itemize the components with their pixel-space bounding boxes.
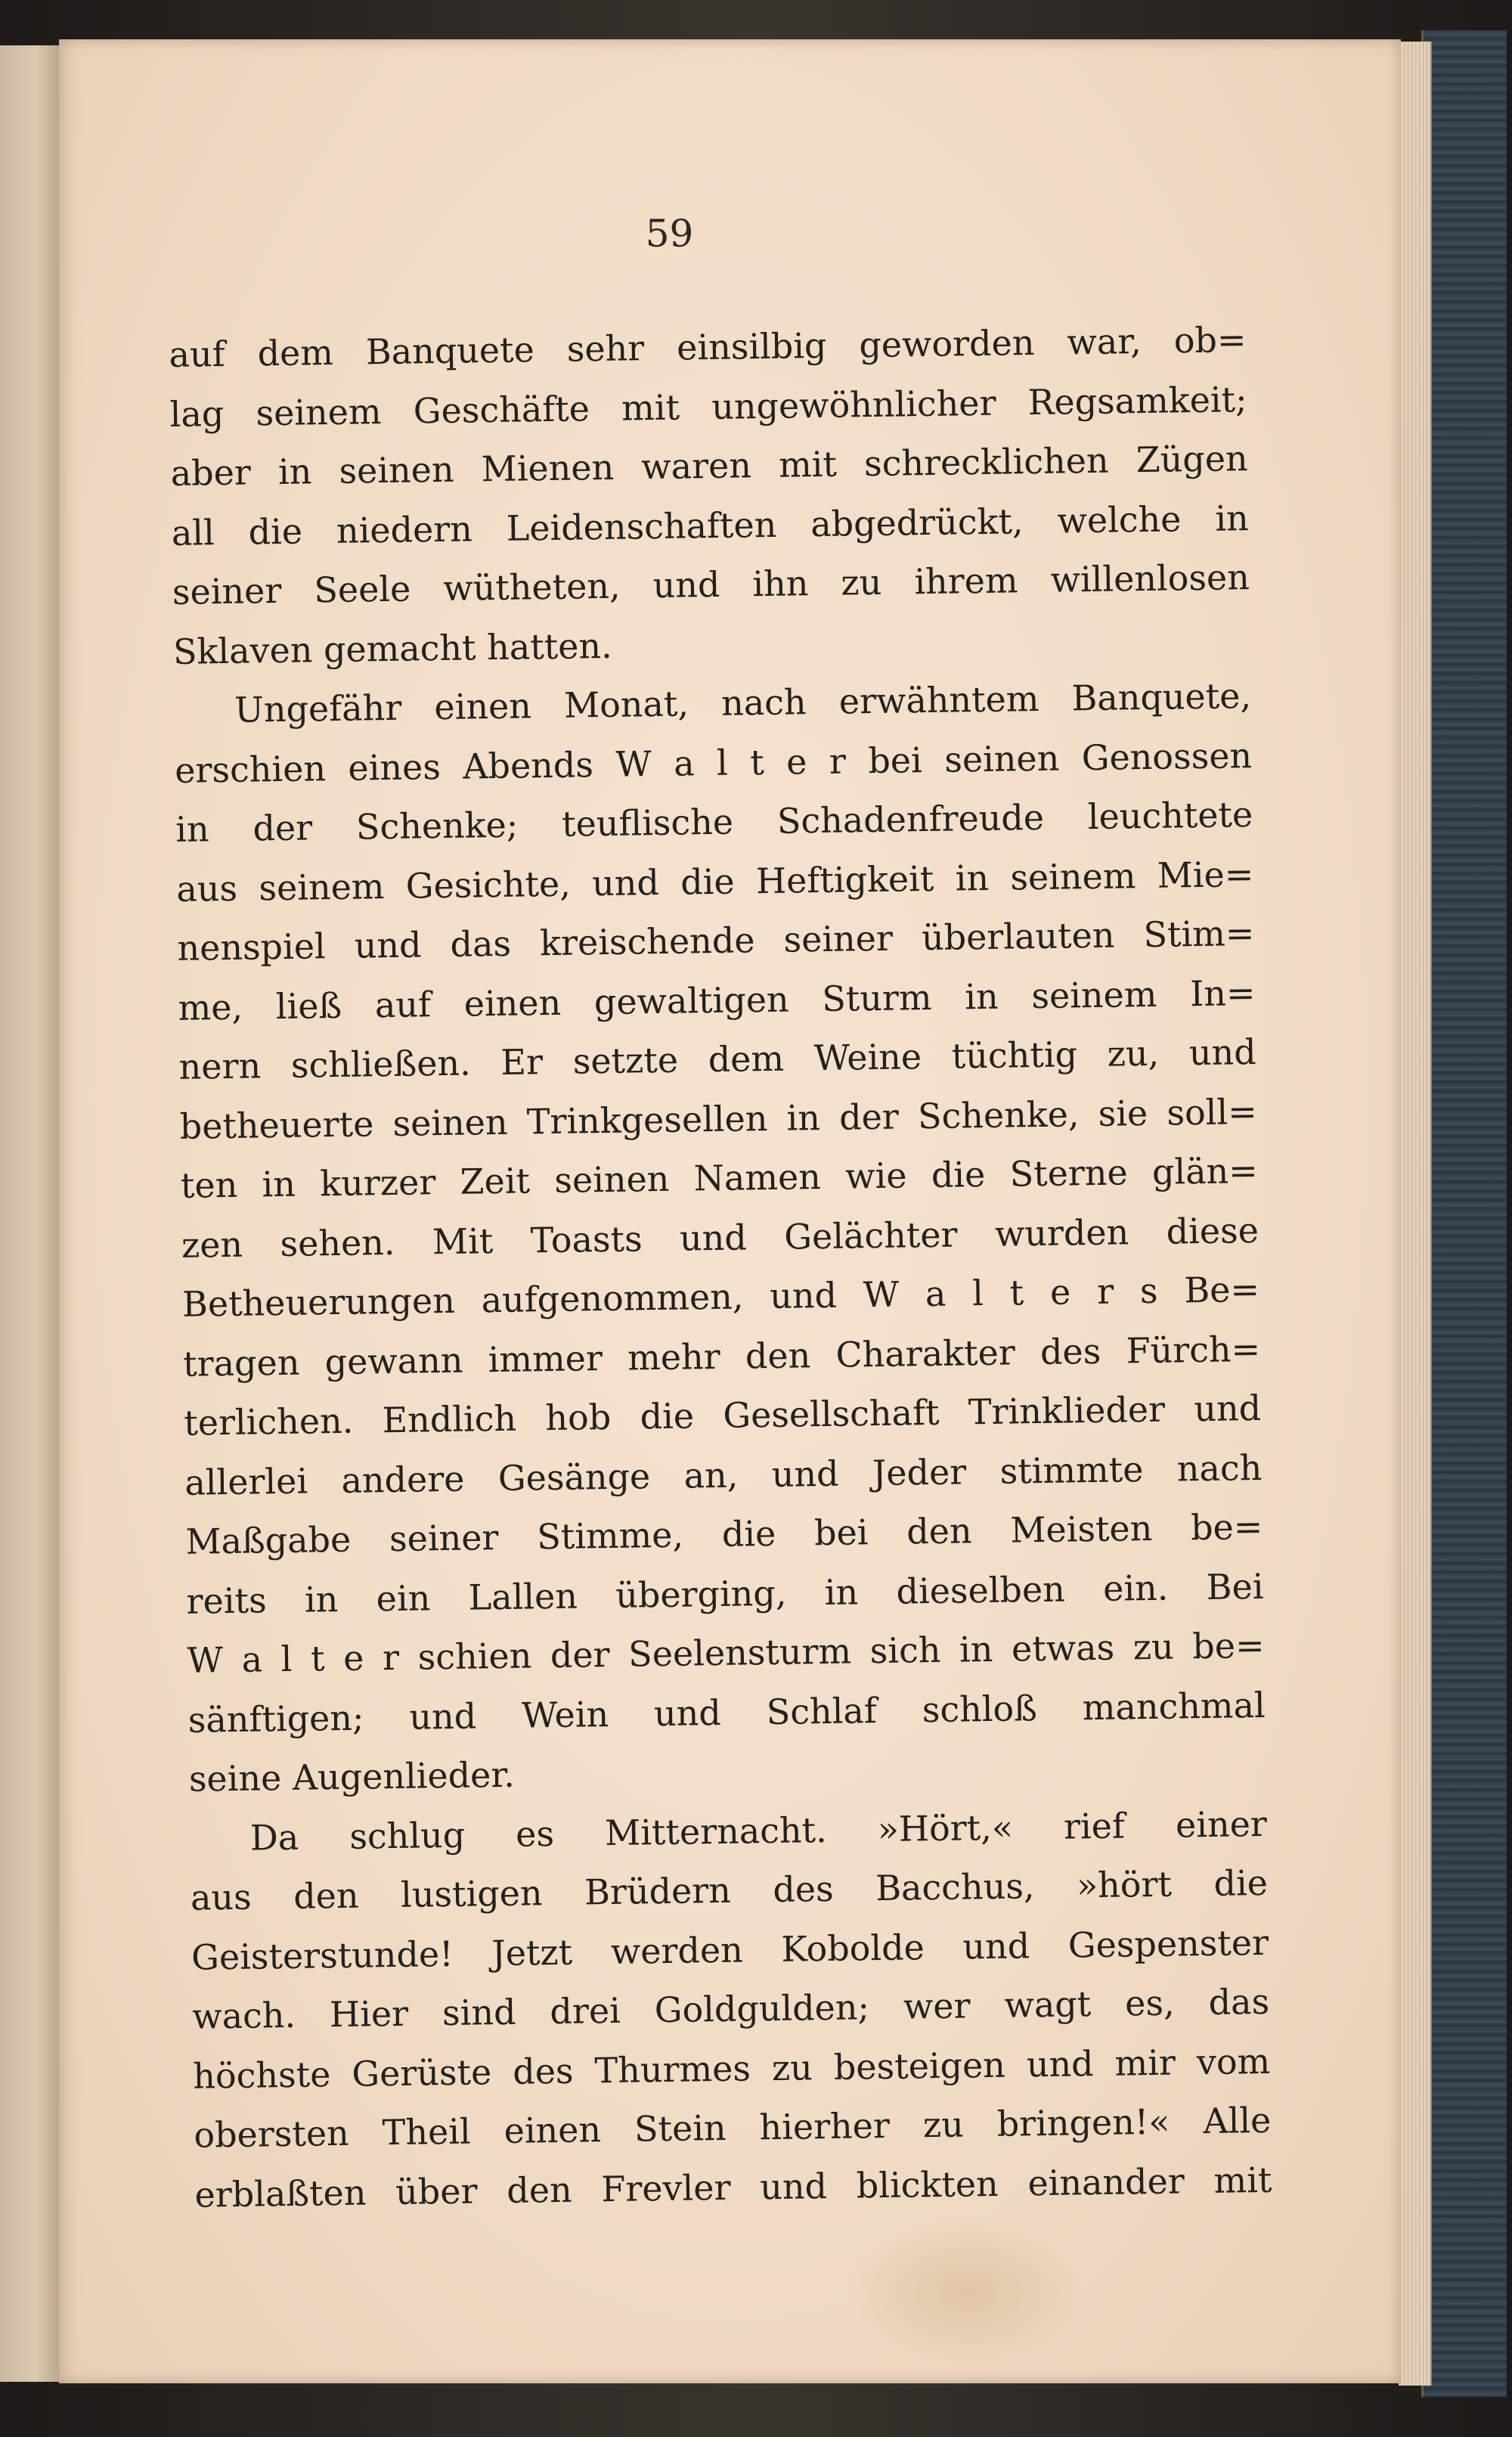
page-stack-edge <box>1399 42 1432 2386</box>
text-line: erschien eines Abends W a l t e r bei seinen Genossen <box>174 734 1253 791</box>
text-line: betheuerte seinen Trinkgesellen in der Schenke, sie soll= <box>179 1090 1258 1147</box>
text-line: obersten Theil einen Stein hierher zu bringen!« Alle <box>194 2099 1272 2156</box>
text-line: allerlei andere Gesänge an, und Jeder stimmte nach <box>184 1446 1263 1503</box>
text-line: auf dem Banquete sehr einsilbig geworden war, ob= <box>169 319 1247 375</box>
text-line: aber in seinen Mienen waren mit schrecklichen Zügen <box>170 438 1248 494</box>
paper-stain <box>845 2217 1087 2368</box>
text-line: wach. Hier sind drei Goldgulden; wer wagt es, das <box>191 1980 1270 2037</box>
paragraph-start-line: Ungefähr einen Monat, nach erwähntem Banquete, <box>234 675 1252 730</box>
text-line: Maßgabe seiner Stimme, die bei den Meisten be= <box>185 1505 1263 1562</box>
text-line: W a l t e r schien der Seelensturm sich in etwas zu be= <box>187 1624 1265 1681</box>
text-line: seiner Seele wütheten, und ihn zu ihrem willenlosen <box>172 557 1250 612</box>
text-line: in der Schenke; teuflische Schadenfreude leuchtete <box>175 794 1253 850</box>
page-number: 59 <box>645 212 694 256</box>
text-line: terlichen. Endlich hob die Gesellschaft Trinklieder und <box>183 1387 1262 1443</box>
text-line: Betheuerungen aufgenommen, und W a l t e r s Be= <box>181 1268 1260 1325</box>
text-line: reits in ein Lallen überging, in dieselben ein. Bei <box>186 1565 1264 1622</box>
text-line: all die niedern Leidenschaften abgedrückt, welche in <box>171 497 1250 553</box>
book-page <box>59 39 1401 2383</box>
text-line: nenspiel und das kreischende seiner überlauten Stim= <box>177 913 1255 969</box>
paragraph-start-line: Da schlug es Mitternacht. »Hört,« rief einer <box>249 1803 1268 1859</box>
text-line: seine Augenlieder. <box>188 1753 516 1800</box>
text-line: Sklaven gemacht hatten. <box>172 625 613 672</box>
text-line: me, ließ auf einen gewaltigen Sturm in seinem In= <box>178 972 1256 1028</box>
text-line: nern schließen. Er setzte dem Weine tüchtig zu, und <box>178 1031 1256 1087</box>
text-line: aus seinem Gesichte, und die Heftigkeit in seinem Mie= <box>176 853 1254 910</box>
text-line: aus den lustigen Brüdern des Bacchus, »hört die <box>190 1862 1269 1918</box>
text-line: lag seinem Geschäfte mit ungewöhnlicher Regsamkeit; <box>169 378 1247 435</box>
text-line: Geisterstunde! Jetzt werden Kobolde und Gespenster <box>191 1921 1269 1978</box>
text-line: erblaßten über den Frevler und blickten einander mit <box>194 2159 1272 2215</box>
text-line: zen sehen. Mit Toasts und Gelächter wurden diese <box>181 1209 1259 1266</box>
facing-page-edge <box>0 45 62 2382</box>
text-line: höchste Gerüste des Thurmes zu besteigen und mir vom <box>192 2040 1271 2097</box>
book-cover-edge <box>1421 30 1507 2397</box>
text-line: sänftigen; und Wein und Schlaf schloß manchmal <box>187 1684 1266 1741</box>
text-line: tragen gewann immer mehr den Charakter des Fürch= <box>182 1328 1261 1384</box>
body-text <box>169 310 1272 2225</box>
text-line: ten in kurzer Zeit seinen Namen wie die Sterne glän= <box>180 1149 1259 1206</box>
